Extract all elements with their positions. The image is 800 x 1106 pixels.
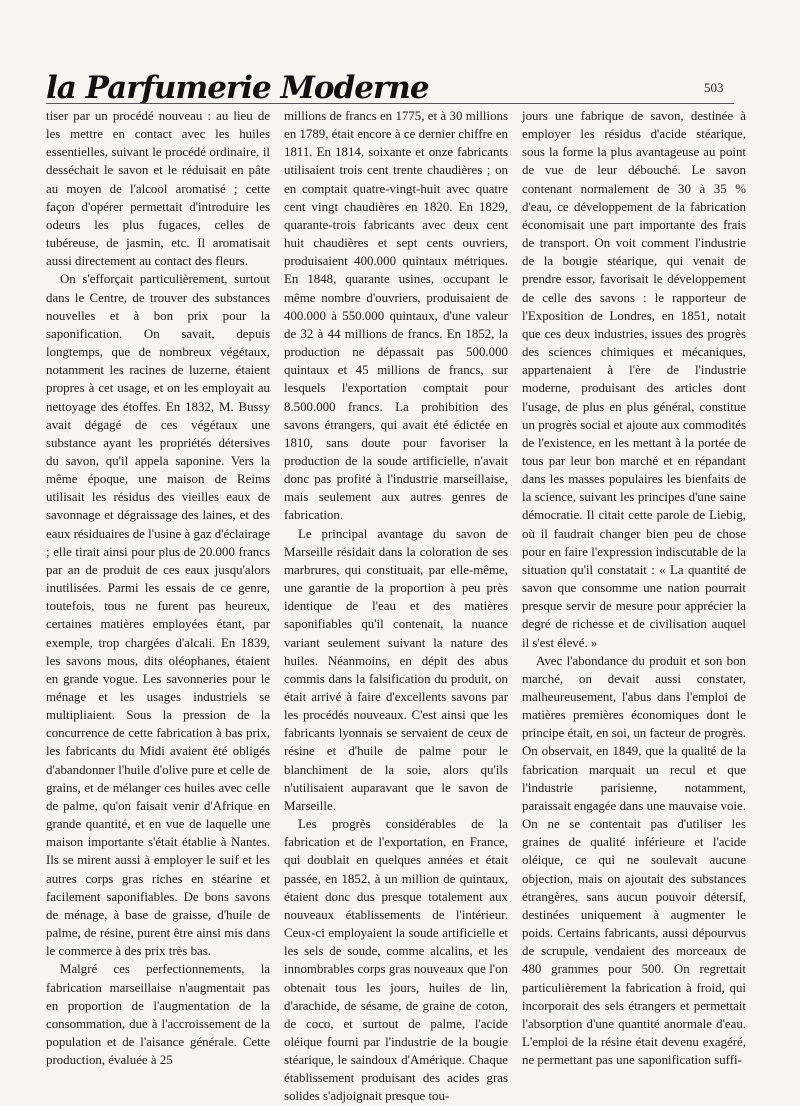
paragraph: On s'efforçait particulièrement, surtout dans le Centre, de trouver des substances nouvelles et à bon prix pour la saponification. On savait, depuis longtemps, que de nombreux végétaux, notamment les racines de luzerne, étaient propres à cet usage, et on les employait au nettoyage des étoffes. En 1832, M. Bussy avait dégagé de ces végétaux une substance ayant les propriétés détersives du savon, qu'il appela saponine. Vers la même époque, une maison de Reims utilisait les résidus des vieilles eaux de savonnage et dégraissage des laines, et des eaux résiduaires de l'usine à gaz d'éclairage ; elle tirait ainsi pour plus de 20.000 francs par an de produit de ces eaux jusqu'alors inutilisées. Parmi les essais de ce genre, toutefois, tous ne furent pas heureux, certaines matières employées étant, par exemple, trop chargées d'alcali. En 1839, les savons mous, dits oléophanes, étaient en grande vogue. Les savonneries pour le ménage et les usages industriels se multipliaient. Sous la pression de la concurrence de cette fabrication à bas prix, les fabricants du Midi avaient été obligés d'abandonner l'huile d'olive pure et celle de grains, et de mélanger ces huiles avec celle de palme, qu'on faisait venir d'Afrique en grande quantité, et en vue de laquelle une maison importante s'était établie à Nantes. Ils se mirent aussi à employer le suif et les autres corps gras riches en stéarine et facilement saponifiables. De bons savons de ménage, à base de graisse, d'huile de palme, de résine, purent être ainsi mis dans le commerce à des prix très bas. (46, 272, 270, 959)
paragraph: millions de francs en 1775, et à 30 millions en 1789, était encore à ce dernier chiffre en 1811. En 1814, soixante et onze fabricants utilisaient trois cent trente chaudières ; on en comptait quatre-vingt-huit avec quatre cent vingt chaudières en 1820. En 1829, quarante-trois fabricants avec deux cent huit chaudières et sept cents ouvriers, produisaient 400.000 quintaux métriques. En 1848, quarante usines, occupant le même nombre d'ouvriers, produisaient de 400.000 à 550.000 quintaux, d'une valeur de 32 à 44 millions de francs. En 1852, la production ne dépassait pas 500.000 quintaux et 45 millions de francs, sur lesquels l'exportation comptait pour 8.500.000 francs. La prohibition des savons étrangers, qui avait été édictée en 1810, sans doute pour favoriser la production de la soude artificielle, n'avait donc pas profité à l'industrie marseillaise, mais seulement aux autres genres de fabrication. (284, 109, 508, 523)
paragraph: Avec l'abondance du produit et son bon marché, on devait aussi constater, malheureusement, l'abus dans l'emploi de matières premières économiques dont le principe était, en soi, un facteur de progrès. On observait, en 1849, que la qualité de la fabrication marquait un recul et que l'industrie parisienne, notamment, paraissait engagée dans une mauvaise voie. On ne se contentait pas d'utiliser les graines de qualité inférieure et l'acide oléique, ce qui ne soulevait aucune objection, mais on ajoutait des substances étrangères, sans aucun pouvoir détersif, destinées uniquement à augmenter le poids. Certains fabricants, aussi dépourvus de scrupule, vendaient des morceaux de 480 grammes pour 500. On regrettait particulièrement la fabrication à froid, qui incorporait des sels étrangers et permettait l'absorption d'une quantité anormale d'eau. L'emploi de la résine était devenu exagéré, ne permettant pas une saponification suffi- (522, 653, 746, 1068)
header-rule (46, 103, 734, 104)
paragraph: jours une fabrique de savon, destinée à employer les résidus d'acide stéarique, sous la forme la plus avantageuse au point de vue de leur débouché. Le savon contenant normalement de 30 à 35 % d'eau, ce développement de la fabrication économisait une part importante des frais de transport. On voit comment l'industrie de la bougie stéarique, qui venait de prendre essor, favorisait le développement de celle des savons : le rapporteur de l'Exposition de Londres, en 1851, notait que ces deux industries, issues des progrès des sciences chimiques et mécaniques, appartenaient à l'ère de l'industrie moderne, produisant des articles dont l'usage, de plus en plus général, constitue un progrès social et ajoute aux commodités de l'existence, en les mettant à la portée de tous par leur bon marché et en répandant dans les masses populaires les bienfaits de la science, suivant les principes d'une saine démocratie. Il citait cette parole de Liebig, où il faudrait changer bien peu de chose pour en faire l'expression indiscutable de la situation qu'il constatait : « La quantité de savon que consomme une nation pourrait presque servir de mesure pour apprécier la degré de richesse et de civilisation auquel il s'est élevé. » (522, 109, 746, 650)
text-columns (46, 107, 746, 1104)
column-left (46, 107, 270, 1068)
column-right (522, 107, 746, 1068)
page-number: 503 (704, 80, 724, 95)
column-middle (284, 107, 508, 1104)
paragraph: Malgré ces perfectionnements, la fabrication marseillaise n'augmentait pas en proportion de l'augmentation de la consommation, due à l'accroissement de la population et de l'aisance générale. Cette production, évaluée à 25 (46, 962, 270, 1068)
paragraph: Les progrès considérables de la fabrication et de l'exportation, en France, qui doublait en quelques années et était passée, en 1852, à un million de quintaux, étaient donc dus presque totalement aux nouveaux établissements de l'intérieur. Ceux-ci employaient la soude artificielle et les sels de soude, comme alcalins, et les innombrables corps gras nouveaux que l'on obtenait tous les jours, huiles de lin, d'arachide, de sésame, de graine de coton, de coco, et surtout de palme, l'acide oléique fourni par l'industrie de la bougie stéarique, le saindoux d'Amérique. Chaque établissement produisant des acides gras solides s'adjoignait presque tou- (284, 817, 508, 1104)
paragraph: tiser par un procédé nouveau : au lieu de les mettre en contact avec les huiles essentielles, suivant le procédé ordinaire, il desséchait le savon et le réduisait en pâte au moyen de l'alcool aromatisé ; cette façon d'opérer permettait d'introduire les odeurs les plus fugaces, celles de tubéreuse, de jasmin, etc. Il aromatisait aussi directement au contact des fleurs. (46, 109, 270, 269)
masthead-logo: la Parfumerie Moderne (46, 70, 429, 106)
paragraph: Le principal avantage du savon de Marseille résidait dans la coloration de ses marbrures, qui constituait, par elle-même, une garantie de la proportion à peu près identique de l'eau et des matières saponifiables qu'il contenait, la nuance variant seulement suivant la nature des huiles. Néanmoins, en dépit des abus commis dans la falsification du produit, on était arrivé à faire d'excellents savons par les procédés nouveaux. C'est ainsi que les fabricants lyonnais se servaient de ceux de résine et d'huile de palme pour le blanchiment de la soie, alors qu'ils n'utilisaient auparavant que le savon de Marseille. (284, 526, 508, 813)
